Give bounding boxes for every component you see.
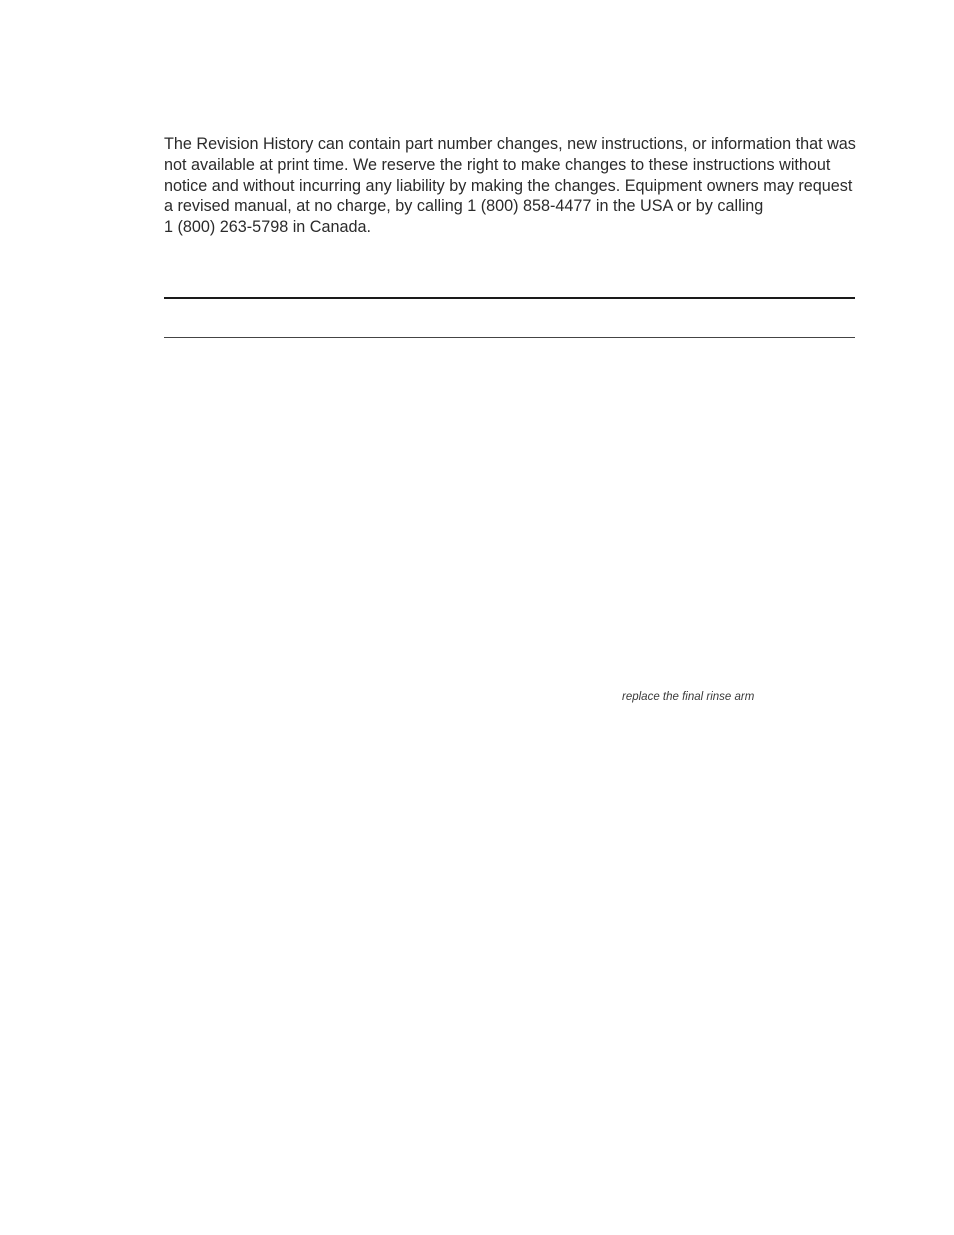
revision-history-notice [164, 134, 904, 238]
notice-line-4: a revised manual, at no charge, by calling 1 (800) 858-4477 in the USA or by calling [164, 197, 764, 216]
revision-note: replace the final rinse arm [622, 691, 755, 703]
table-top-rule [164, 297, 855, 299]
notice-line-5: 1 (800) 263-5798 in Canada. [164, 218, 371, 237]
notice-line-2: not available at print time. We reserve the right to make changes to these instructions without [164, 155, 831, 174]
table-header-rule [164, 337, 855, 338]
notice-line-3: notice and without incurring any liability by making the changes. Equipment owners may request [164, 176, 853, 195]
notice-line-1: The Revision History can contain part number changes, new instructions, or information that was [164, 135, 856, 153]
